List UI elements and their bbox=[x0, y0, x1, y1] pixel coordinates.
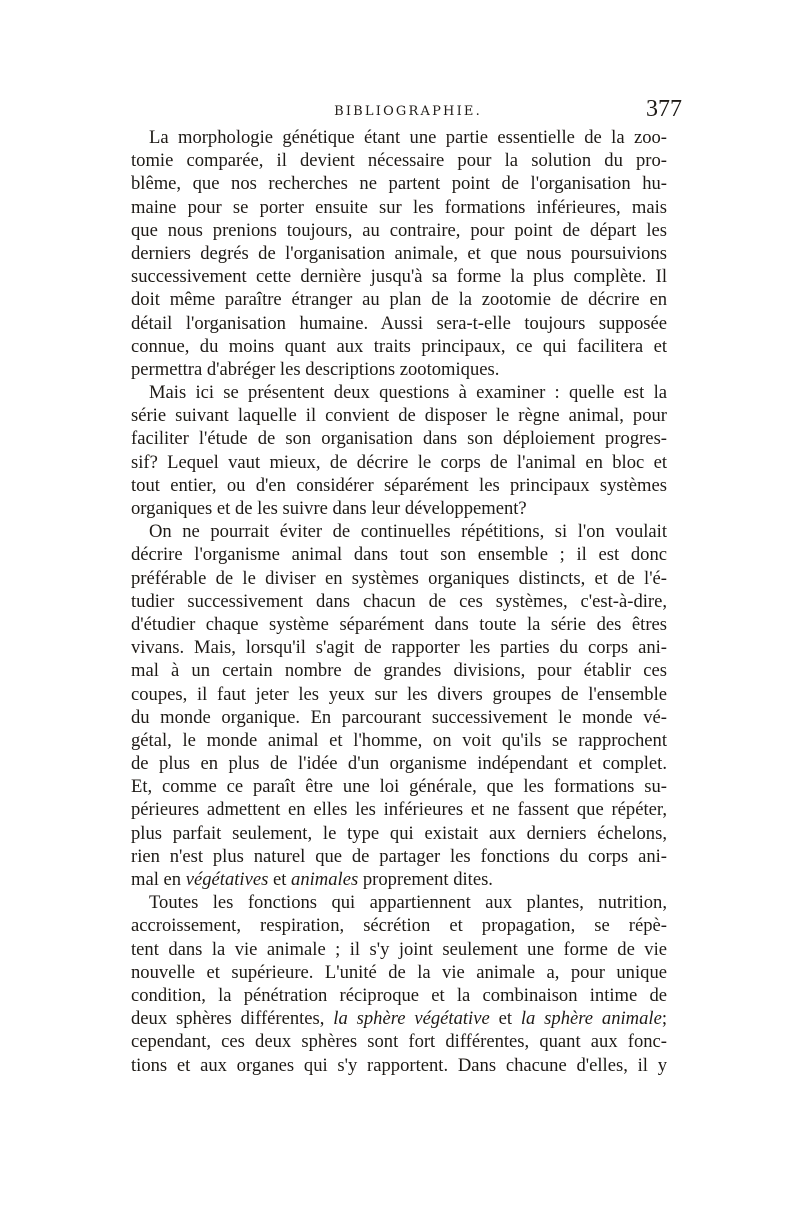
paragraph-2 bbox=[131, 381, 667, 520]
text-line: Et, comme ce paraît être une loi générale, que les formations su- bbox=[131, 776, 667, 798]
italic-term: la sphère animale bbox=[520, 1008, 662, 1030]
italic-term: la sphère végétative bbox=[333, 1008, 490, 1030]
text-segment: et bbox=[268, 869, 292, 890]
text-line: condition, la pénétration réciproque et la combinaison intime de bbox=[131, 984, 667, 1006]
text-line: d'étudier chaque système séparément dans toute la série des êtres bbox=[131, 613, 667, 635]
page-number: 377 bbox=[646, 96, 682, 122]
text-line: sif? Lequel vaut mieux, de décrire le corps de l'animal en bloc et bbox=[131, 451, 667, 473]
text-line: connue, du moins quant aux traits principaux, ce qui facilitera et bbox=[131, 335, 667, 357]
italic-term: végétatives bbox=[185, 869, 269, 890]
text-segment: proprement dites. bbox=[358, 869, 493, 890]
italic-term: animales bbox=[291, 869, 359, 890]
text-segment: ; bbox=[661, 1008, 667, 1030]
text-line: maine pour se porter ensuite sur les formations inférieures, mais bbox=[131, 196, 667, 218]
text-line bbox=[131, 868, 667, 891]
text-line: préférable de le diviser en systèmes organiques distincts, et de l'é- bbox=[131, 567, 667, 589]
text-line: tions et aux organes qui s'y rapportent. Dans chacune d'elles, il y bbox=[131, 1054, 667, 1076]
text-line: détail l'organisation humaine. Aussi sera-t-elle toujours supposée bbox=[131, 312, 667, 334]
body-text bbox=[131, 126, 667, 1077]
text-line: organiques et de les suivre dans leur développement? bbox=[131, 498, 527, 519]
text-line: tomie comparée, il devient nécessaire pour la solution du pro- bbox=[131, 150, 667, 172]
text-line: que nous prenions toujours, au contraire, pour point de départ les bbox=[131, 219, 667, 241]
text-segment: deux sphères différentes, bbox=[131, 1008, 334, 1030]
paragraph-3 bbox=[131, 520, 667, 891]
text-line: derniers degrés de l'organisation animale, et que nous poursuivions bbox=[131, 242, 667, 264]
text-line: tudier successivement dans chacun de ces systèmes, c'est-à-dire, bbox=[131, 590, 667, 612]
text-line: périeures admettent en elles les inférieures et ne fassent que répéter, bbox=[131, 799, 667, 821]
paragraph-1 bbox=[131, 126, 667, 381]
text-line: blême, que nos recherches ne partent point de l'organisation hu- bbox=[131, 173, 667, 195]
text-line: plus parfait seulement, le type qui existait aux derniers échelons, bbox=[131, 822, 667, 844]
text-line: décrire l'organisme animal dans tout son ensemble ; il est donc bbox=[131, 544, 667, 566]
text-line: On ne pourrait éviter de continuelles répétitions, si l'on voulait bbox=[149, 521, 667, 543]
text-line: accroissement, respiration, sécrétion et propagation, se répè- bbox=[131, 915, 667, 937]
text-line: cependant, ces deux sphères sont fort différentes, quant aux fonc- bbox=[131, 1031, 667, 1053]
text-line: de plus en plus de l'idée d'un organisme indépendant et complet. bbox=[131, 753, 667, 775]
text-line: nouvelle et supérieure. L'unité de la vie animale a, pour unique bbox=[131, 961, 667, 983]
text-segment: mal en bbox=[131, 869, 186, 890]
text-line: mal à un certain nombre de grandes divisions, pour établir ces bbox=[131, 660, 667, 682]
text-line: La morphologie génétique étant une partie essentielle de la zoo- bbox=[149, 127, 667, 148]
text-line: vivans. Mais, lorsqu'il s'agit de rapporter les parties du corps ani- bbox=[131, 637, 667, 659]
text-line: successivement cette dernière jusqu'à sa forme la plus complète. Il bbox=[131, 266, 667, 288]
paragraph-4 bbox=[131, 891, 667, 1077]
text-line: Toutes les fonctions qui appartiennent aux plantes, nutrition, bbox=[149, 892, 667, 914]
text-line: rien n'est plus naturel que de partager les fonctions du corps ani- bbox=[131, 845, 667, 867]
text-line: tent dans la vie animale ; il s'y joint seulement une forme de vie bbox=[131, 938, 667, 960]
text-line: tout entier, ou d'en considérer séparément les principaux systèmes bbox=[131, 474, 667, 496]
text-line: Mais ici se présentent deux questions à examiner : quelle est la bbox=[149, 382, 667, 404]
running-title: BIBLIOGRAPHIE. bbox=[334, 104, 482, 119]
text-line: doit même paraître étranger au plan de la zootomie de décrire en bbox=[131, 289, 667, 311]
text-segment: et bbox=[489, 1008, 521, 1030]
text-line: coupes, il faut jeter les yeux sur les divers groupes de l'ensemble bbox=[131, 683, 667, 705]
text-line: du monde organique. En parcourant successivement le monde vé- bbox=[131, 706, 667, 728]
text-line: gétal, le monde animal et l'homme, on voit qu'ils se rapprochent bbox=[131, 729, 667, 751]
text-line bbox=[131, 1007, 667, 1030]
text-line: faciliter l'étude de son organisation dans son déploiement progres- bbox=[131, 428, 667, 450]
text-line: série suivant laquelle il convient de disposer le règne animal, pour bbox=[131, 405, 667, 427]
text-line: permettra d'abréger les descriptions zootomiques. bbox=[131, 358, 500, 380]
